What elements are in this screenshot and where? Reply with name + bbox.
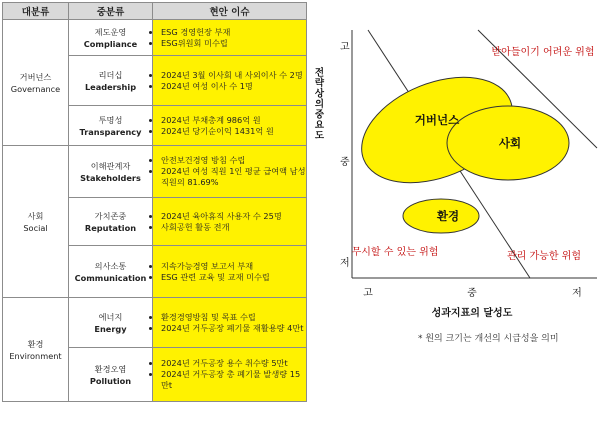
footnote: * 원의 크기는 개선의 시급성을 의미 xyxy=(418,334,559,344)
x-tick-high: 고 xyxy=(363,288,373,299)
y-tick-high: 고 xyxy=(340,42,350,53)
zone-label-manageable: 관리 가능한 위험 xyxy=(507,251,581,262)
category-social: 사회 Social xyxy=(3,146,69,298)
issue-cell-stakeholders: • 안전보건경영 방침 수립 • 2024년 여성 직원 1인 평균 급여액 남성 직원의 81.69% xyxy=(153,146,307,198)
subcategory-communication: 의사소통 Communication xyxy=(69,246,153,298)
issue-cell-communication: • 지속가능경영 보고서 부재 • ESG 관련 교육 및 교재 미수립 xyxy=(153,246,307,298)
subcategory-compliance: 제도운영 Compliance xyxy=(69,20,153,56)
zone-label-negligible: 무시할 수 있는 위험 xyxy=(351,247,439,258)
zone-label-unacceptable: 받아들이기 어려운 위험 xyxy=(491,47,595,58)
bubble-label-governance: 거버넌스 xyxy=(414,113,460,127)
x-axis-label: 성과지표의 달성도 xyxy=(431,308,513,319)
y-tick-mid: 중 xyxy=(340,157,350,168)
bubble-label-social: 사회 xyxy=(498,136,522,150)
issue-cell-leadership: • 2024년 3월 이사회 내 사외이사 수 2명 • 2024년 여성 이사 수 1명 xyxy=(153,56,307,106)
y-tick-low: 저 xyxy=(340,258,350,269)
subcategory-pollution: 환경오염 Pollution xyxy=(69,348,153,402)
header-major: 대분류 xyxy=(3,3,69,20)
category-environment: 환경 Environment xyxy=(3,298,69,402)
issue-cell-transparency: • 2024년 부채총계 986억 원 • 2024년 당기순이익 1431억 원 xyxy=(153,106,307,146)
issue-cell-compliance: • ESG 경영헌장 부재 • ESG위원회 미수립 xyxy=(153,20,307,56)
subcategory-energy: 에너지 Energy xyxy=(69,298,153,348)
issue-cell-reputation: • 2024년 육아휴직 사용자 수 25명 • 사회공헌 활동 전개 xyxy=(153,198,307,246)
subcategory-transparency: 투명성 Transparency xyxy=(69,106,153,146)
subcategory-reputation: 가치존중 Reputation xyxy=(69,198,153,246)
y-axis-label: 전략상의중요도 xyxy=(312,67,324,141)
subcategory-stakeholders: 이해관계자 Stakeholders xyxy=(69,146,153,198)
issue-cell-energy: • 환경경영방침 및 목표 수립 • 2024년 거두공장 폐기물 재활용량 4만t xyxy=(153,298,307,348)
category-governance: 거버넌스 Governance xyxy=(3,20,69,146)
x-tick-mid: 중 xyxy=(467,288,477,299)
issue-cell-pollution: • 2024년 거두공장 용수 취수량 5만t • 2024년 거두공장 총 폐기물 발생량 15만t xyxy=(153,348,307,402)
subcategory-leadership: 리더십 Leadership xyxy=(69,56,153,106)
bubble-label-environment: 환경 xyxy=(436,209,460,223)
header-issue: 현안 이슈 xyxy=(153,3,307,20)
x-tick-low: 저 xyxy=(572,288,582,299)
header-middle: 중분류 xyxy=(69,3,153,20)
